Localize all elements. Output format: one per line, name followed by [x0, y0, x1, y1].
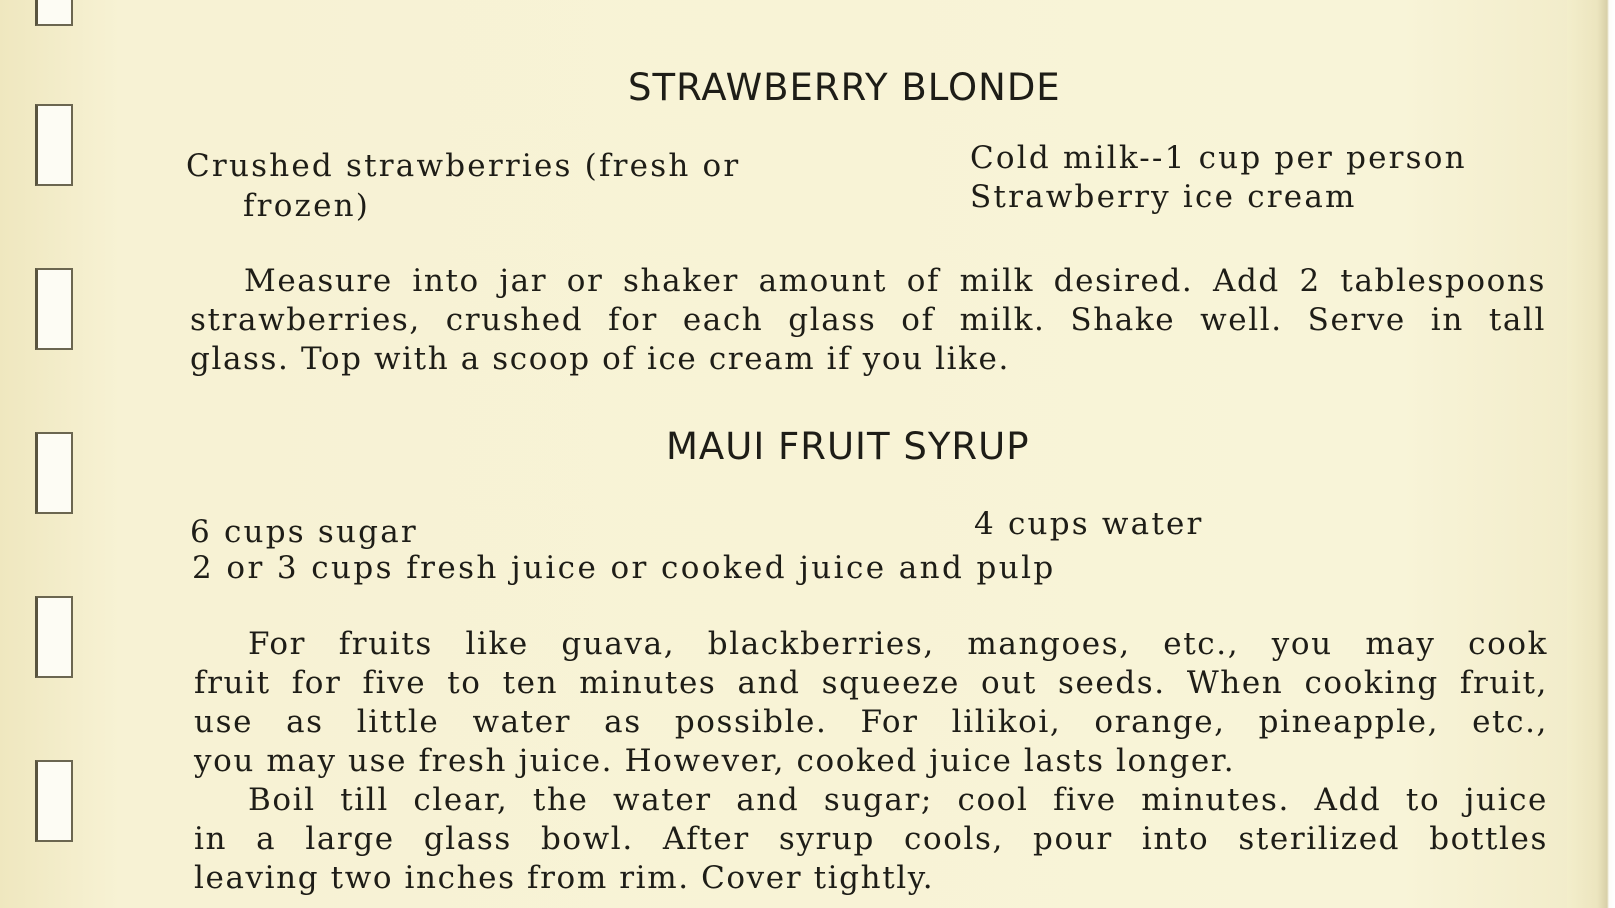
binding-hole: [35, 268, 73, 350]
binding-hole: [35, 432, 73, 514]
directions-line: For fruits like guava, blackberries, mangoes, etc., you may cook: [248, 626, 1548, 662]
binding-hole: [35, 104, 73, 186]
binding-hole: [35, 0, 73, 26]
directions-line: in a large glass bowl. After syrup cools, pour into sterilized bottles: [194, 821, 1548, 857]
binding-hole: [35, 596, 73, 678]
recipe-title: MAUI FRUIT SYRUP: [666, 425, 1030, 468]
binding-hole: [35, 760, 73, 842]
directions-line: strawberries, crushed for each glass of milk. Shake well. Serve in tall: [190, 302, 1546, 338]
directions-line: use as little water as possible. For lilikoi, orange, pineapple, etc.,: [194, 704, 1548, 740]
directions-line: fruit for five to ten minutes and squeeze out seeds. When cooking fruit,: [194, 665, 1548, 701]
recipe-title: STRAWBERRY BLONDE: [628, 66, 1061, 109]
ingredient: Cold milk--1 cup per person: [970, 140, 1467, 176]
directions-line: glass. Top with a scoop of ice cream if you like.: [190, 341, 1010, 377]
ingredient: 2 or 3 cups fresh juice or cooked juice and pulp: [192, 550, 1056, 586]
directions: [190, 262, 1546, 379]
page-edge: [1567, 0, 1615, 908]
directions: [194, 625, 1548, 898]
ingredient: frozen): [243, 188, 371, 224]
directions-line: you may use fresh juice. However, cooked juice lasts longer.: [194, 743, 1236, 779]
ingredient: 4 cups water: [974, 506, 1204, 542]
ingredient: 6 cups sugar: [190, 514, 418, 550]
directions-line: leaving two inches from rim. Cover tightly.: [194, 860, 935, 896]
ingredient: Strawberry ice cream: [970, 179, 1357, 215]
directions-line: Measure into jar or shaker amount of milk desired. Add 2 tablespoons: [244, 263, 1546, 299]
ingredient: Crushed strawberries (fresh or: [186, 148, 741, 184]
directions-line: Boil till clear, the water and sugar; cool five minutes. Add to juice: [248, 782, 1548, 818]
